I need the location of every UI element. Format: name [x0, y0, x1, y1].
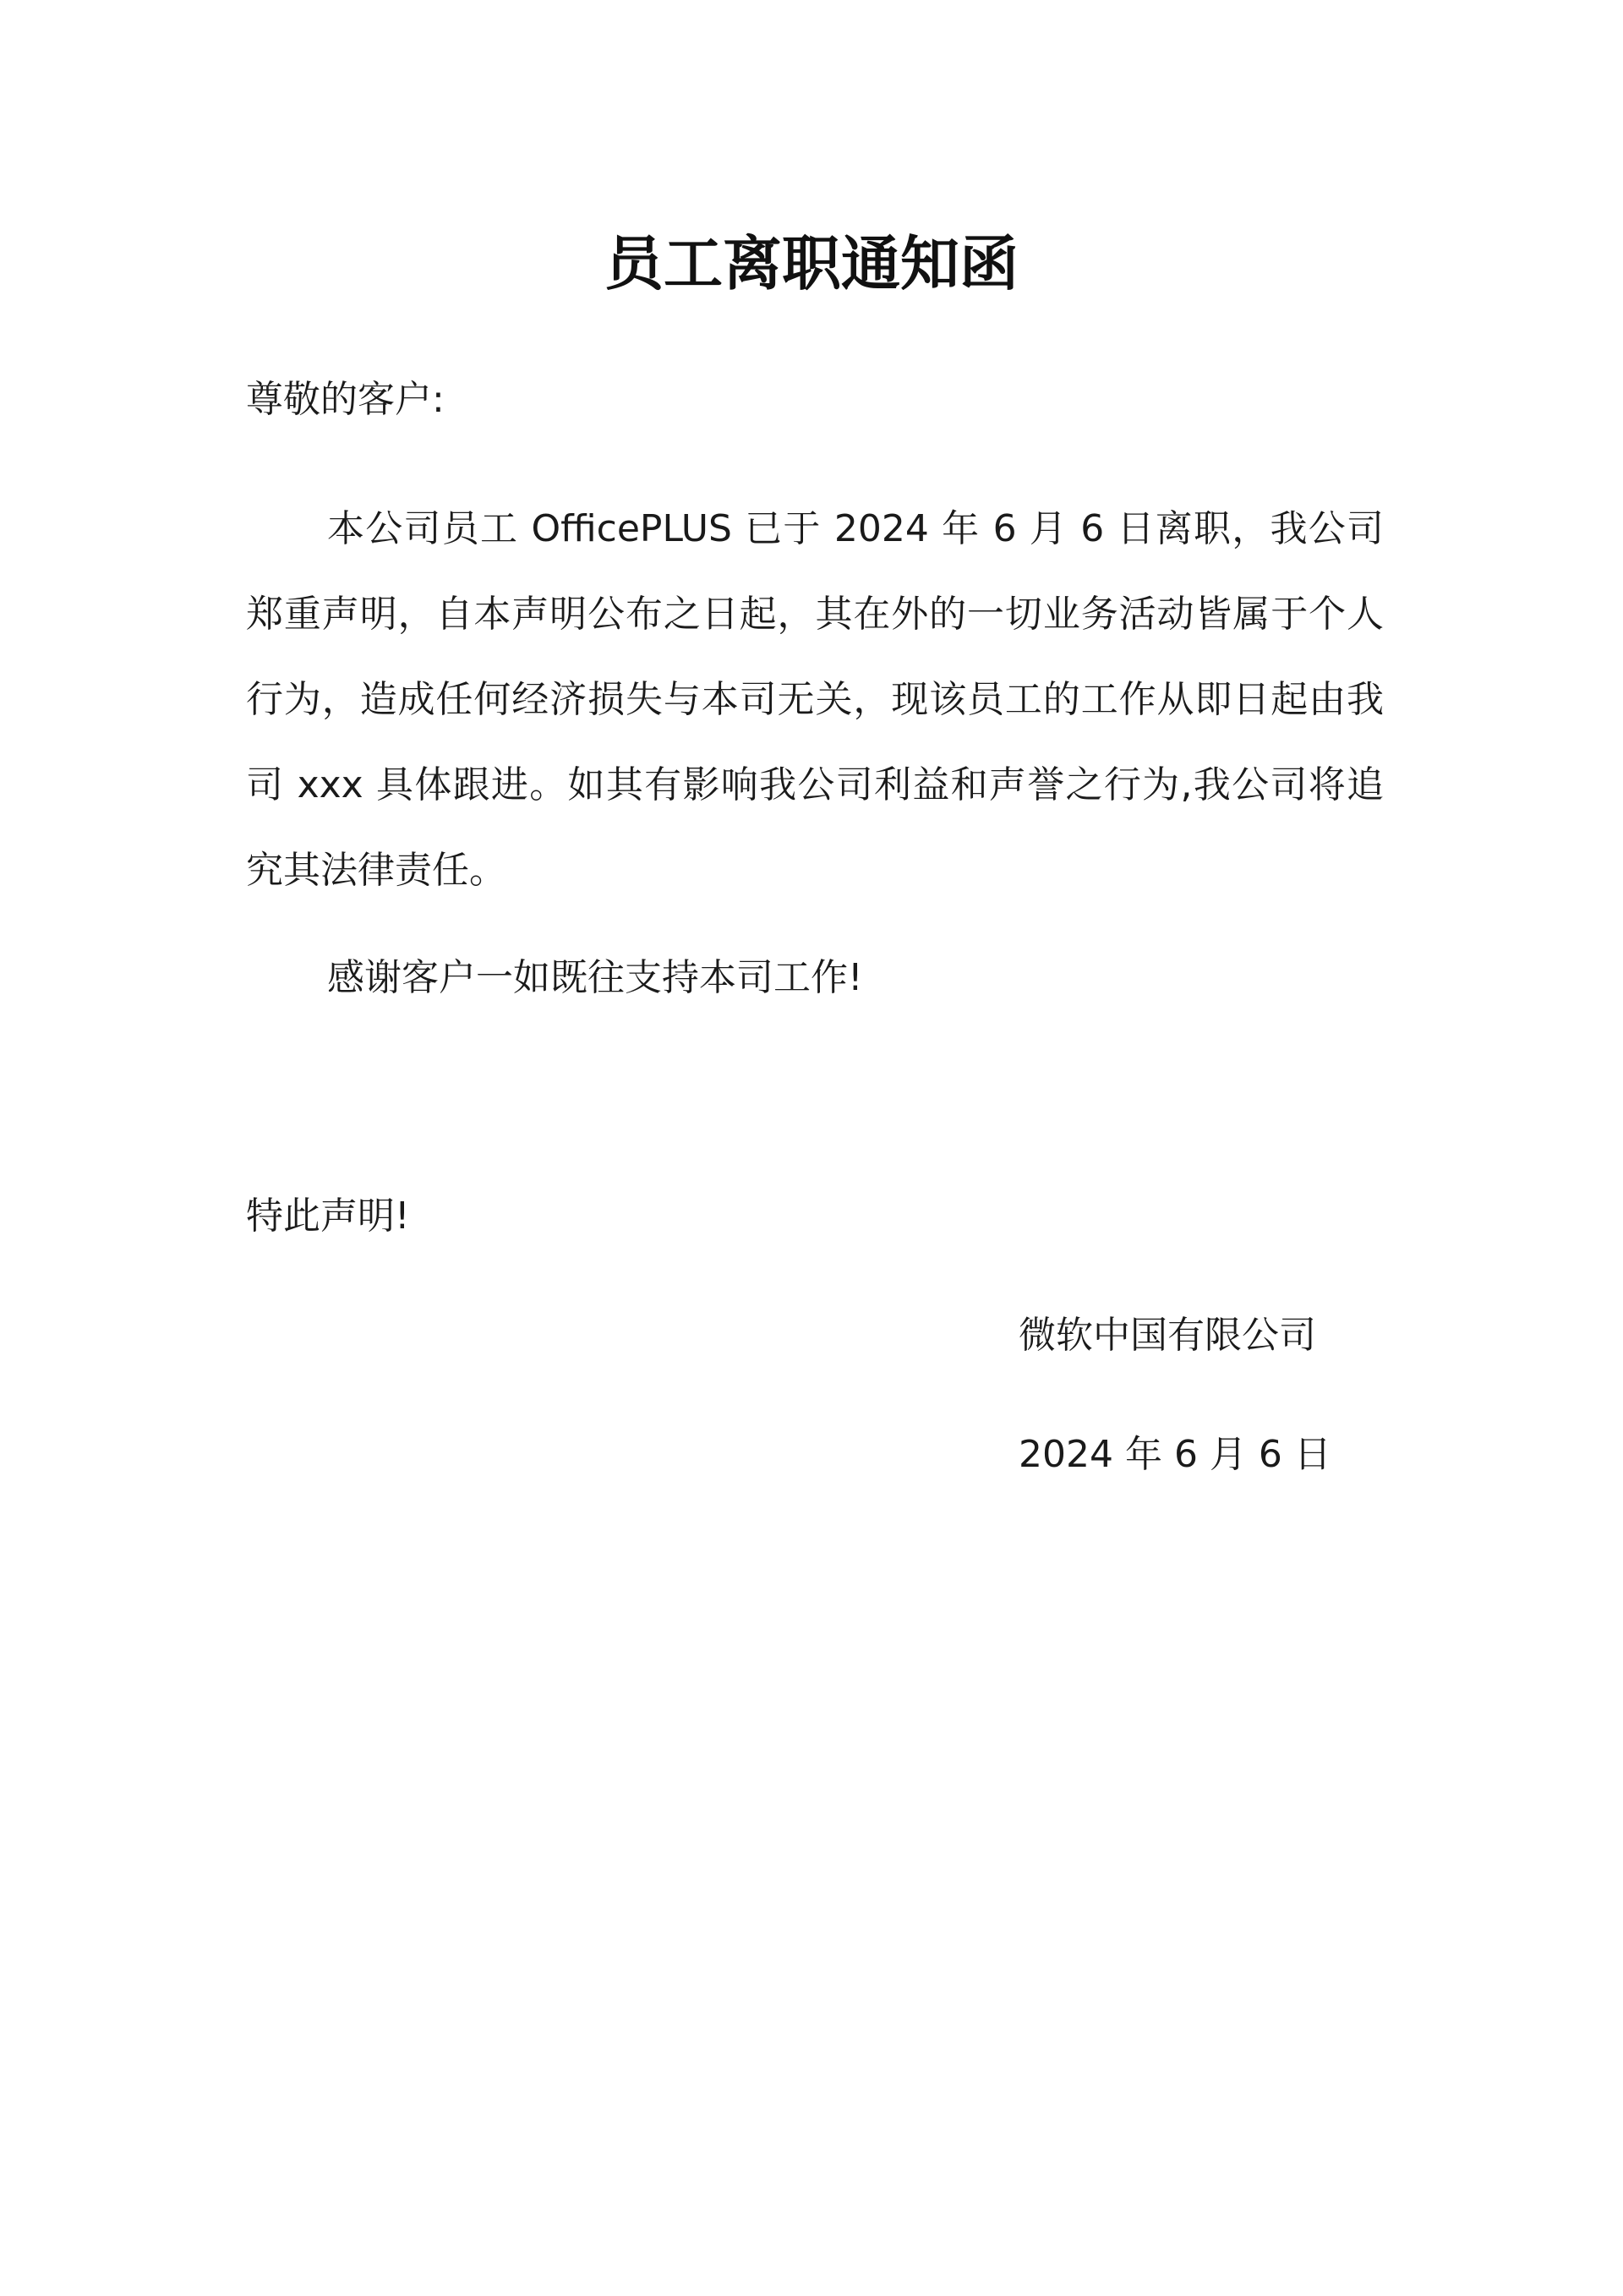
- body-paragraph: 本公司员工 OfficePLUS 已于 2024 年 6 月 6 日离职，我公司郑重声明，自本声明公布之日起，其在外的一切业务活动皆属于个人行为，造成任何经济损失与本司无关，现该员工的工作从即日起由我司 xxx 具体跟进。如其有影响我公司利益和声誉之行为,我公司将追究其法律责任。: [246, 507, 1384, 892]
- company-signature: 微软中国有限公司: [1019, 1314, 1316, 1357]
- declaration-line: 特此声明!: [246, 1194, 410, 1238]
- document-title: 员工离职通知函: [604, 229, 1019, 298]
- thanks-line: 感谢客户一如既往支持本司工作!: [327, 956, 863, 999]
- salutation: 尊敬的客户:: [246, 378, 445, 421]
- signature-date: 2024 年 6 月 6 日: [1019, 1433, 1331, 1476]
